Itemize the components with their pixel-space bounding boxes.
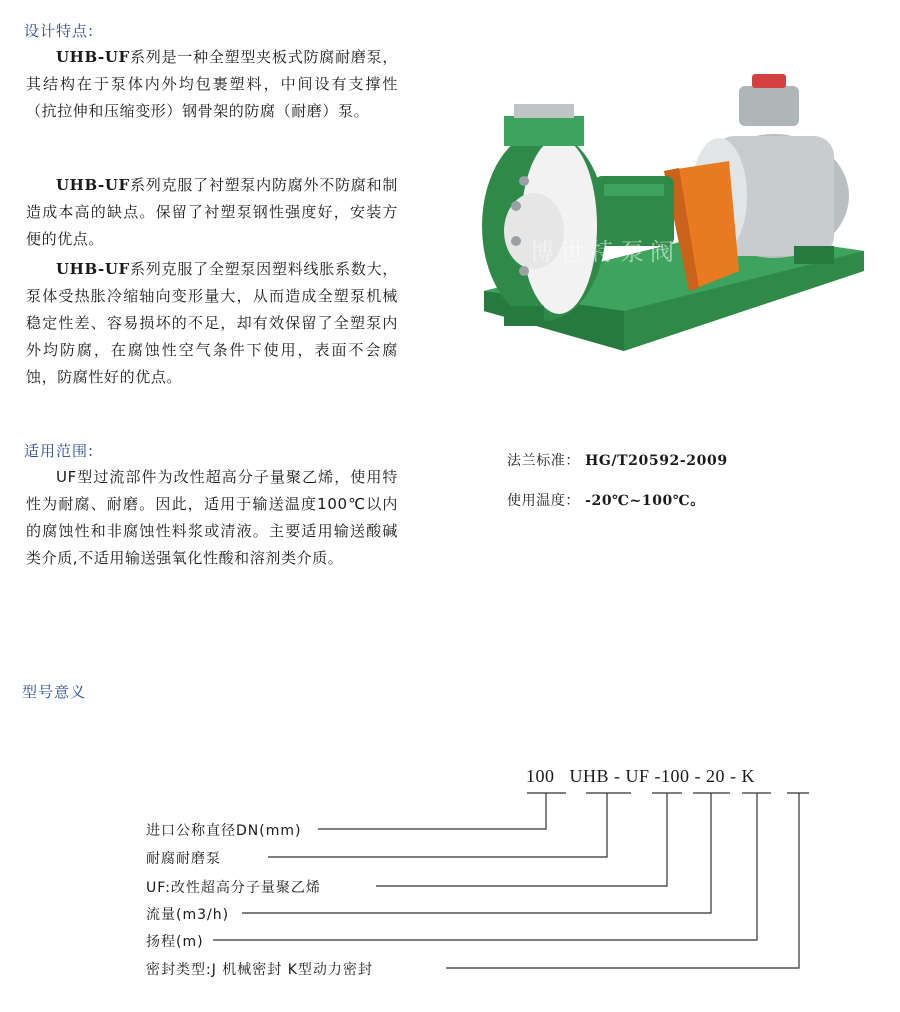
flange-label: 法兰标准：	[507, 453, 580, 469]
design-heading: 设计特点:	[24, 22, 95, 40]
separator: -	[614, 766, 621, 786]
legend-seal: 密封类型:J 机械密封 K型动力密封	[146, 962, 373, 978]
model-heading: 型号意义	[22, 683, 87, 701]
model-part-head: 20	[706, 766, 726, 786]
flange-value: HG/T20592-2009	[585, 453, 728, 469]
separator: -	[694, 766, 702, 786]
legend-pump-type: 耐腐耐磨泵	[146, 851, 221, 867]
series-name: UHB-UF	[56, 260, 130, 278]
scope-paragraph: UF型过流部件为改性超高分子量聚乙烯，使用特性为耐腐、耐磨。因此，适用于输送温度100℃以内的腐蚀性和非腐蚀性料浆或清液。主要适用输送酸碱类介质,不适用输送强氧化性酸和溶剂类介质。	[26, 468, 398, 567]
legend-material: UF:改性超高分子量聚乙烯	[146, 880, 321, 896]
temp-label: 使用温度：	[507, 493, 580, 509]
series-name: UHB-UF	[56, 176, 130, 194]
series-name: UHB-UF	[56, 48, 130, 66]
model-part-pump: UHB	[569, 766, 610, 786]
legend-dn: 进口公称直径DN(mm)	[146, 823, 302, 839]
legend-head: 扬程(m)	[146, 934, 204, 950]
temp-value: -20℃~100℃。	[585, 493, 705, 509]
model-part-seal: K	[741, 766, 756, 786]
legend-flow: 流量(m3/h)	[146, 907, 230, 923]
model-part-dn: 100	[526, 766, 555, 786]
model-part-material: UF	[625, 766, 650, 786]
scope-heading: 适用范围:	[24, 442, 95, 460]
separator: -	[654, 766, 662, 786]
design-paragraph-2-text: 系列克服了衬塑泵内防腐外不防腐和制造成本高的缺点。保留了衬塑泵钢性强度好，安装方便的优点。	[26, 176, 398, 248]
separator: -	[730, 766, 737, 786]
watermark: 博世特泵阀	[530, 238, 680, 266]
design-paragraph-3-text: 系列克服了全塑泵因塑料线胀系数大，泵体受热胀冷缩轴向变形量大，从而造成全塑泵机械稳定性差、容易损坏的不足，却有效保留了全塑泵内外均防腐，在腐蚀性空气条件下使用，表面不会腐蚀，防腐性好的优点。	[26, 260, 398, 386]
design-paragraph-1-text: 系列是一种全塑型夹板式防腐耐磨泵，其结构在于泵体内外均包裹塑料，中间设有支撑性（抗拉伸和压缩变形）钢骨架的防腐（耐磨）泵。	[26, 48, 398, 120]
model-part-flow: 100	[661, 766, 690, 786]
